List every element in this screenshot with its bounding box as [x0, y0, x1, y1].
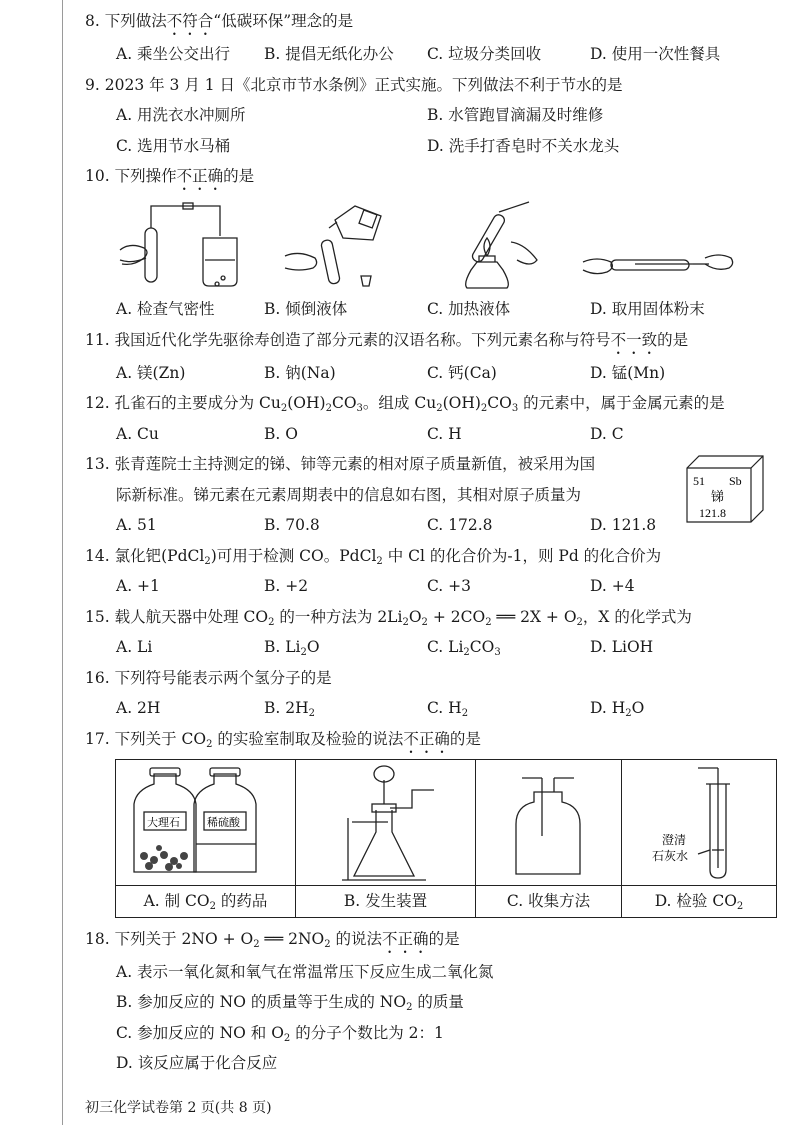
question-17 [85, 724, 775, 757]
option-b: B. 钠(Na) [264, 363, 336, 382]
question-stem: 张青莲院士主持测定的锑、铈等元素的相对原子质量新值，被采用为国 [114, 455, 596, 473]
options-9-row1 [85, 100, 775, 131]
option-18d: D. 该反应属于化合反应 [116, 1054, 278, 1072]
question-stem: 下列符号能表示两个氢分子的是 [114, 668, 332, 687]
options-16 [85, 693, 775, 724]
question-13-block [85, 449, 775, 541]
atomic-mass: 121.8 [699, 506, 726, 520]
caption-a: A. 制 $CO_2$ 的药品 [143, 891, 268, 912]
option-d: D. $H_2O$ [590, 699, 645, 719]
pouring-liquid-illustration [265, 198, 415, 294]
question-12 [85, 388, 775, 419]
options-12 [85, 419, 775, 450]
question-stem: 氯化钯(PdCl$_2$)可用于检测 CO。PdCl$_2$ 中 Cl 的化合价为-1，则 Pd 的化合价为 [114, 546, 662, 567]
option-c: C. +3 [427, 577, 472, 595]
question-number: 11. [85, 330, 110, 349]
question-18 [85, 924, 775, 957]
option-b: B. 提倡无纸化办公 [264, 45, 394, 63]
heating-liquid-illustration [415, 198, 565, 294]
option-d: D. 使用一次性餐具 [590, 45, 721, 63]
question-8 [85, 6, 775, 39]
option-c: C. 加热液体 [427, 300, 511, 318]
option-a: A. 用洗衣水冲厕所 [116, 106, 246, 124]
q10-illustrations [85, 194, 775, 294]
option-c: C. $Li_2CO_3$ [427, 638, 501, 658]
option-c: C. 垃圾分类回收 [427, 45, 542, 63]
option-c: C. 选用节水马桶 [116, 136, 231, 155]
question-stem: 孔雀石的主要成分为 $Cu_2(OH)_2CO_3$。组成 $Cu_2(OH)_2CO_3$ 的元素中，属于金属元素的是 [114, 394, 725, 414]
limewater-test-illustration [622, 760, 772, 884]
question-stem: 的是 [223, 167, 255, 185]
option-a: A. 镁(Zn) [116, 363, 186, 382]
option-a: A. Cu [116, 424, 159, 443]
question-stem: 下列关于 $CO_2$ 的实验室制取及检验的说法不正确的是 [114, 729, 481, 750]
question-stem: 我国近代化学先驱徐寿创造了部分元素的汉语名称。下列元素名称与符号 [114, 330, 611, 349]
reagent-bottles-illustration [116, 760, 294, 884]
question-number: 16. [85, 668, 110, 687]
option-b: B. 70.8 [264, 516, 320, 534]
limewater-label-2: 石灰水 [652, 848, 689, 863]
option-c: C. $H_2$ [427, 699, 469, 719]
option-b: B. O [264, 424, 298, 443]
question-stem: 下列操作 [114, 167, 177, 185]
options-14 [85, 571, 775, 602]
option-d: D. +4 [590, 577, 635, 595]
option-18c: C. 参加反应的 NO 和 $O_2$ 的分子个数比为 2：1 [116, 1023, 444, 1044]
question-stem: 下列做法 [104, 12, 167, 30]
question-16 [85, 663, 775, 694]
caption-c: C. 收集方法 [506, 891, 591, 910]
question-stem: 下列关于 $2NO + O_2$ ══ $2NO_2$ 的说法不正确的是 [114, 929, 460, 950]
periodic-table-cell [685, 454, 765, 524]
question-number: 8. [85, 12, 100, 30]
q17-cell-b [296, 760, 476, 917]
question-13 [85, 449, 775, 480]
question-stem: 际新标准。锑元素在元素周期表中的信息如右图，其相对原子质量为 [116, 485, 582, 504]
option-d: D. 121.8 [590, 516, 657, 534]
question-13-line2 [85, 480, 775, 511]
option-a: A. 检查气密性 [116, 300, 215, 318]
question-number: 10. [85, 167, 110, 185]
options-15 [85, 632, 775, 663]
limewater-label-1: 澄清 [662, 832, 687, 847]
option-c: C. H [427, 424, 462, 443]
bottle-label-dilute-acid: 稀硫酸 [207, 815, 240, 829]
question-stem: 2023 年 3 月 1 日《北京市节水条例》正式实施。下列做法不利于节水的是 [104, 75, 623, 94]
option-c: C. 钙(Ca) [427, 363, 497, 382]
option-18b: B. 参加反应的 NO 的质量等于生成的 $NO_2$ 的质量 [116, 993, 464, 1013]
powder-sampling-illustration [565, 198, 745, 294]
option-a: A. 2H [116, 699, 161, 717]
element-name: 锑 [711, 490, 725, 505]
caption-b: B. 发生装置 [343, 891, 428, 910]
option-d: D. 取用固体粉末 [590, 300, 705, 318]
question-number: 17. [85, 729, 110, 748]
page-footer: 初三化学试卷第 2 页(共 8 页) [85, 1100, 272, 1116]
q17-cell-a [116, 760, 296, 917]
option-b: B. $Li_2O$ [264, 638, 320, 658]
element-symbol: Sb [729, 474, 742, 488]
binding-line [62, 0, 63, 1125]
option-b: B. 水管跑冒滴漏及时维修 [427, 106, 604, 124]
question-14 [85, 541, 775, 572]
emphasis-text: 不一致 [610, 330, 658, 349]
options-8 [85, 39, 775, 70]
options-10 [85, 294, 775, 325]
option-b: B. $2H_2$ [264, 699, 315, 719]
question-stem: 的是 [657, 330, 689, 349]
question-number: 14. [85, 546, 110, 565]
option-d: D. C [590, 424, 624, 443]
option-18a: A. 表示一氧化氮和氧气在常温常压下反应生成二氧化氮 [116, 962, 494, 981]
question-15 [85, 602, 775, 633]
option-d: D. 锰(Mn) [590, 363, 666, 382]
question-10 [85, 161, 775, 194]
caption-d: D. 检验 $CO_2$ [654, 891, 744, 912]
question-number: 12. [85, 394, 110, 412]
question-stem: 载人航天器中处理 $CO_2$ 的一种方法为 $2Li_2O_2 + 2CO_2$ ══ $2X + O_2$，X 的化学式为 [114, 607, 692, 628]
option-b: B. +2 [264, 577, 309, 595]
question-9 [85, 70, 775, 101]
option-d: D. 洗手打香皂时不关水龙头 [427, 136, 620, 155]
airtightness-check-illustration [115, 198, 265, 294]
question-number: 9. [85, 75, 100, 94]
bottle-label-marble: 大理石 [147, 815, 180, 829]
exam-content [85, 6, 775, 1079]
generator-apparatus-illustration [296, 760, 474, 884]
gas-collection-illustration [476, 760, 620, 884]
options-13 [85, 510, 775, 541]
emphasis-text: 不符合 [166, 12, 214, 30]
options-9-row2 [85, 131, 775, 162]
option-b: B. 倾倒液体 [264, 300, 348, 318]
option-c: C. 172.8 [427, 516, 493, 534]
q17-table [115, 759, 777, 918]
option-d: D. LiOH [590, 638, 654, 656]
option-a: A. +1 [116, 577, 160, 595]
question-11 [85, 325, 775, 358]
options-11 [85, 358, 775, 389]
q17-cell-c [476, 760, 622, 917]
option-a: A. Li [116, 638, 153, 656]
option-a: A. 51 [116, 516, 157, 534]
emphasis-text: 不正确 [176, 167, 224, 185]
atomic-number: 51 [693, 474, 705, 488]
option-a: A. 乘坐公交出行 [116, 45, 231, 63]
question-stem: “低碳环保”理念的是 [213, 12, 354, 30]
question-number: 15. [85, 607, 110, 626]
question-number: 13. [85, 455, 110, 473]
question-number: 18. [85, 929, 110, 948]
q17-cell-d [622, 760, 776, 917]
